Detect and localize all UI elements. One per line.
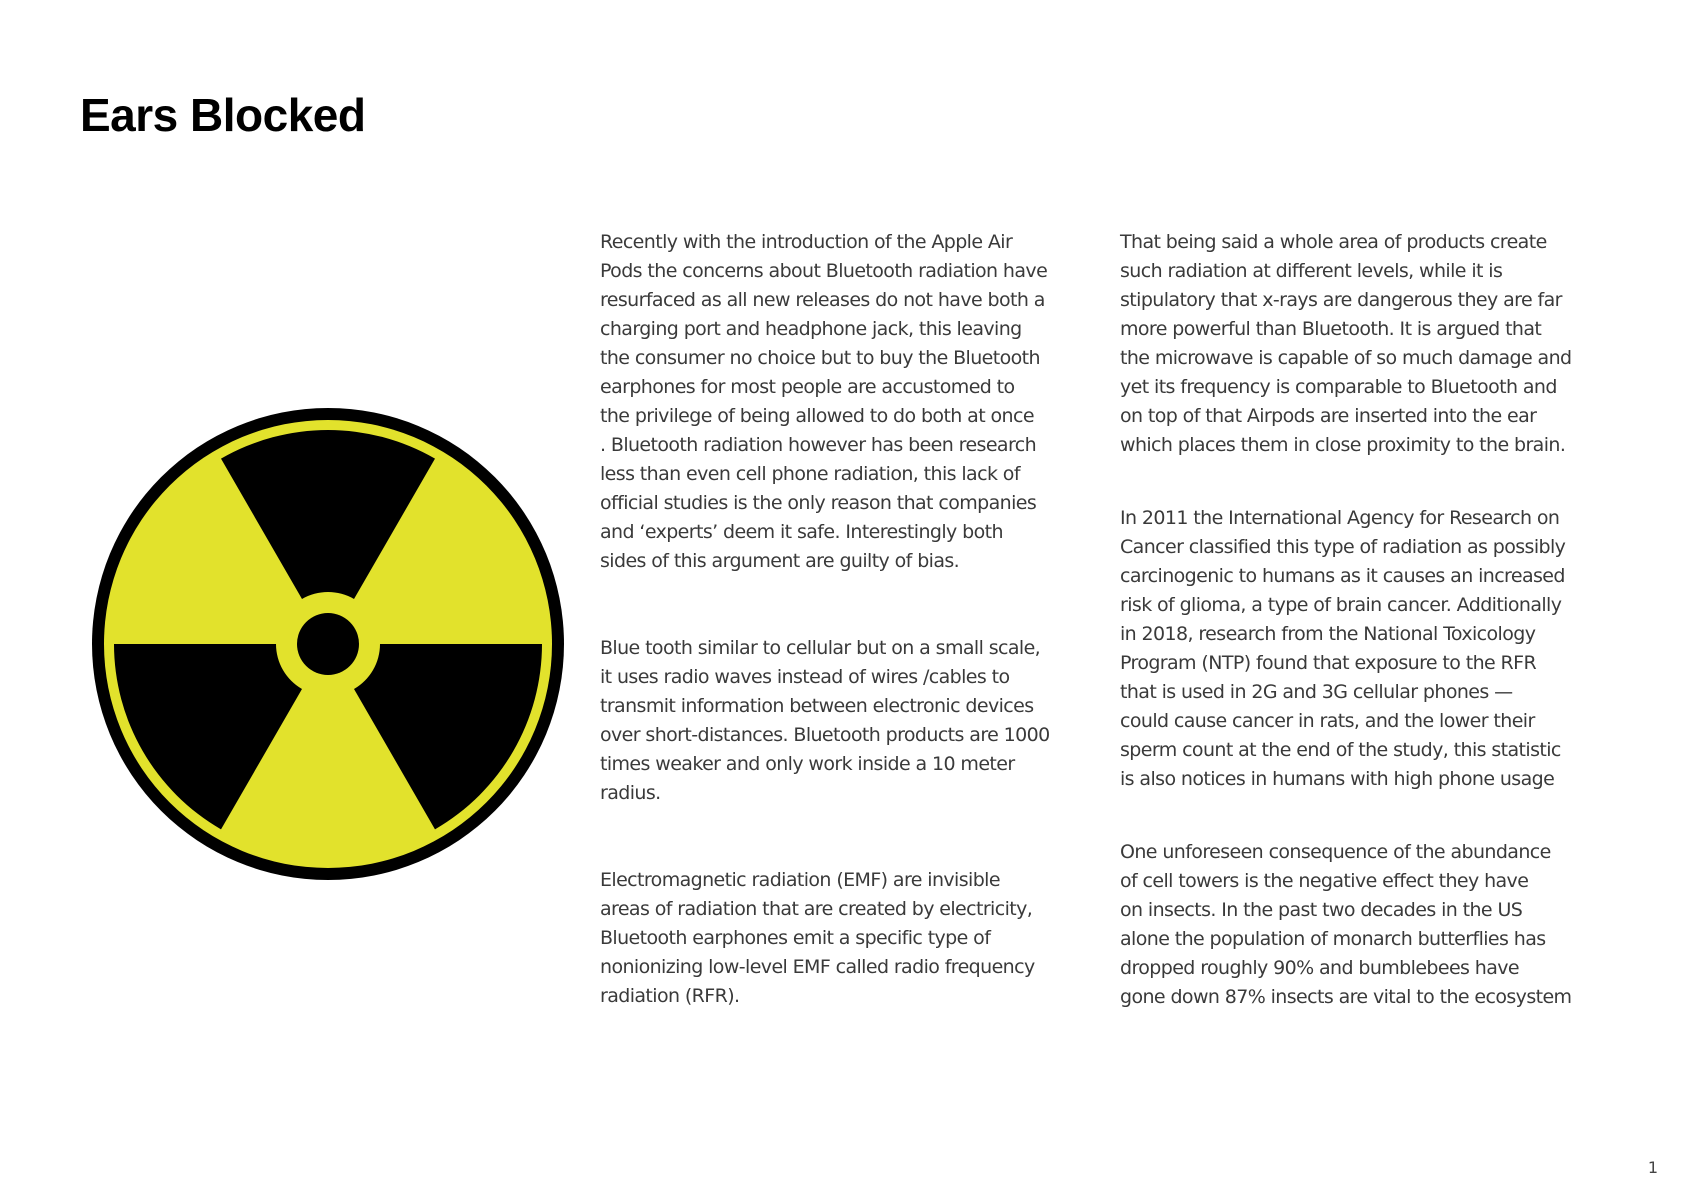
paragraph-radiation-levels: That being said a whole area of products create such radiation at different levels, while it is stipulatory that x-rays are dangerous they are far more powerful than Bluetooth. It is argued that the microwave is capable of so much damage and yet its frequency is comparable to Bluetooth and on top of that Airpods are inserted into the ear which places them in close proximity to the brain. [1120, 231, 1572, 456]
paragraph-bluetooth-basics: Blue tooth similar to cellular but on a small scale, it uses radio waves instead of wires /cables to transmit information between electronic devices over short-distances. Bluetooth products are 1000 times weaker and only work inside a 10 meter radius. [600, 637, 1050, 804]
paragraph-cancer-research: In 2011 the International Agency for Research on Cancer classified this type of radiation as possibly carcinogenic to humans as it causes an increased risk of glioma, a type of brain cancer. Additionally in 2018, research from the National Toxicology Program (NTP) found that exposure to the RFR that is used in 2G and 3G cellular phones — could cause cancer in rats, and the lower their sperm count at the end of the study, this statistic is also notices in humans with high phone usage [1120, 507, 1566, 790]
page-title: Ears Blocked [80, 89, 366, 141]
paragraph-insects-impact: One unforeseen consequence of the abundance of cell towers is the negative effect they have on insects. In the past two decades in the US alone the population of monarch butterflies has dropped roughly 90% and bumblebees have gone down 87% insects are vital to the ecosystem [1120, 841, 1572, 1008]
text-column-right [1120, 228, 1620, 1012]
radiation-hazard-graphic [90, 406, 566, 882]
paragraph-emf-definition: Electromagnetic radiation (EMF) are invisible areas of radiation that are created by electricity, Bluetooth earphones emit a specific type of nonionizing low-level EMF called radio frequency radiation (RFR). [600, 869, 1035, 1007]
text-column-left [600, 228, 1098, 1011]
paragraph-airpods-concerns: Recently with the introduction of the Apple Air Pods the concerns about Bluetooth radiation have resurfaced as all new releases do not have both a charging port and headphone jack, this leaving the consumer no choice but to buy the Bluetooth earphones for most people are accustomed to the privilege of being allowed to do both at once . Bluetooth radiation however has been research less than even cell phone radiation, this lack of official studies is the only reason that companies and ‘experts’ deem it safe. Interestingly both sides of this argument are guilty of bias. [600, 231, 1048, 572]
center-dot [297, 613, 359, 675]
radiation-hazard-icon [90, 406, 566, 882]
page-number: 1 [1647, 1158, 1658, 1177]
